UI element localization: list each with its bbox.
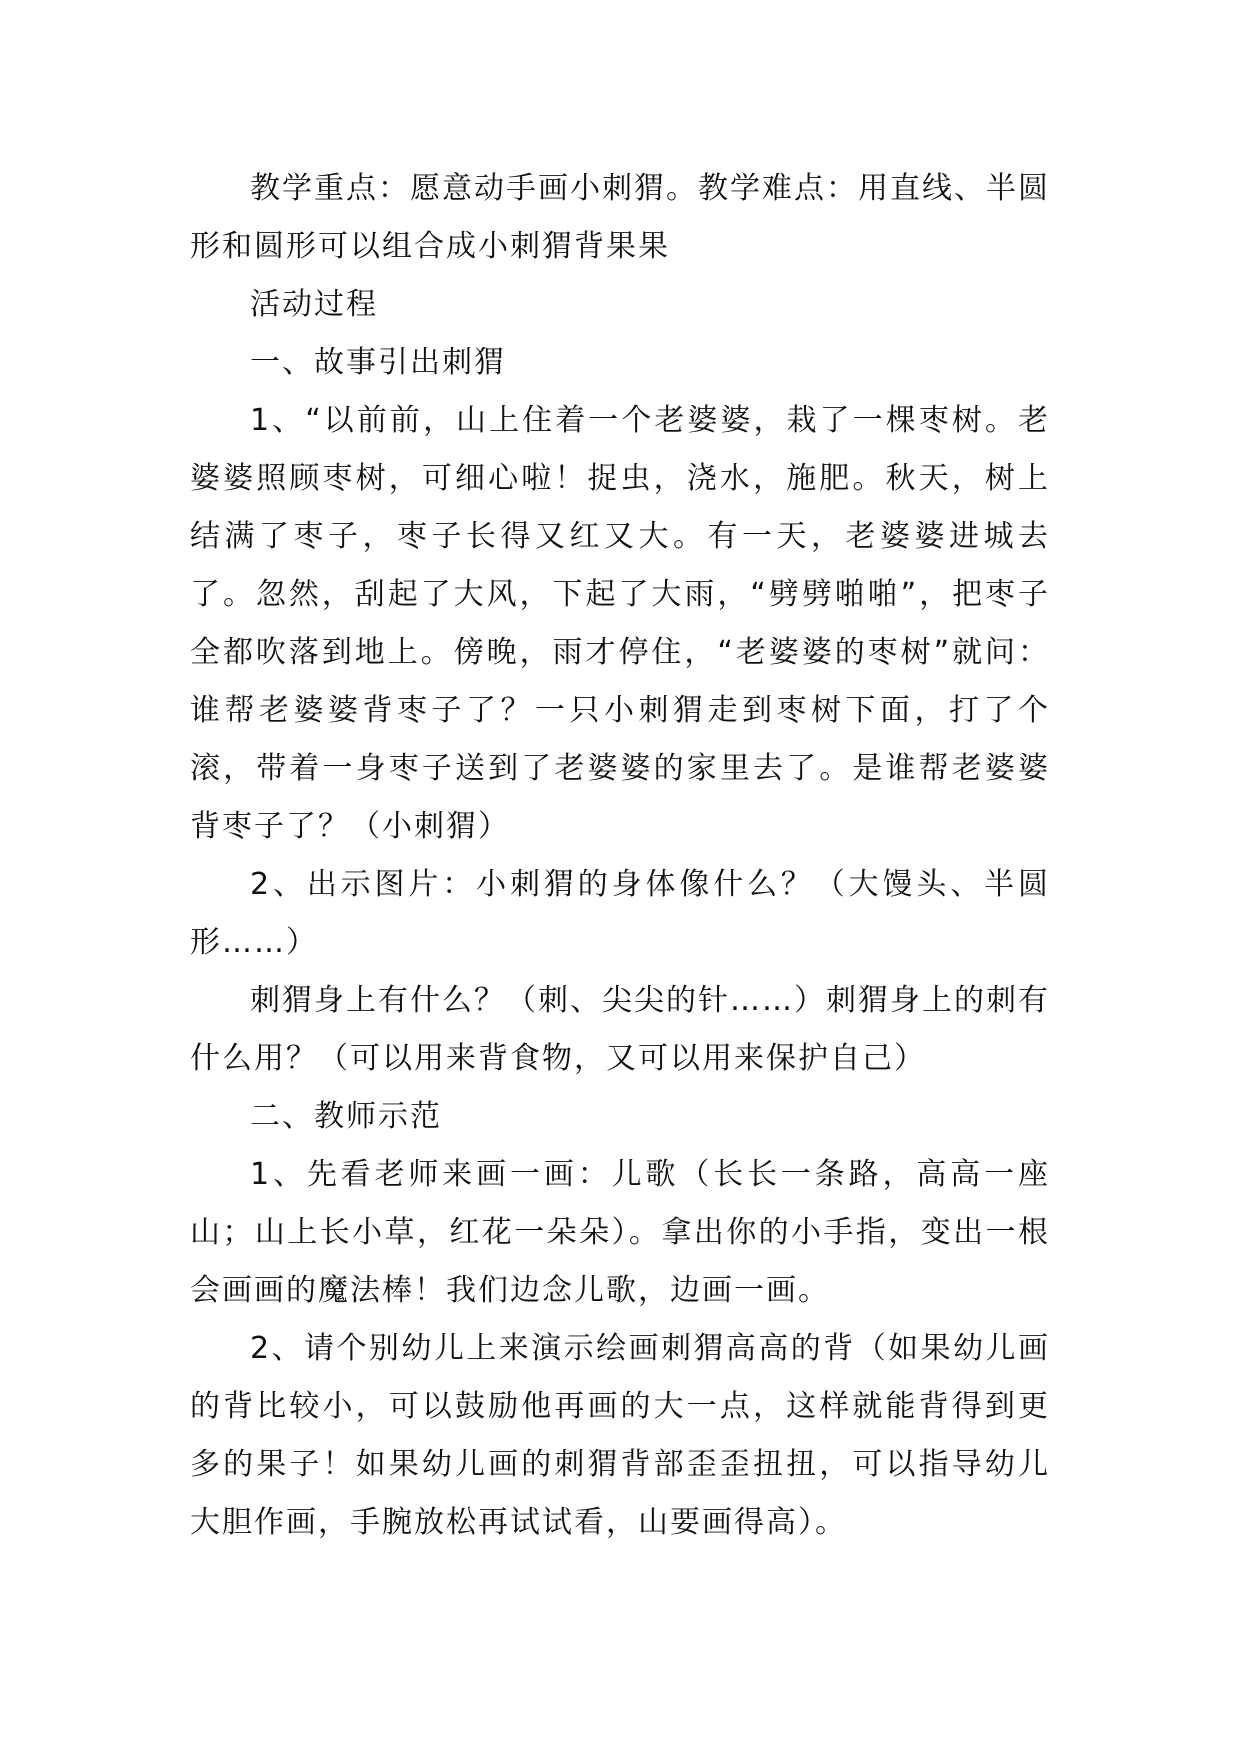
paragraph-story: 1、“以前前，山上住着一个老婆婆，栽了一棵枣树。老婆婆照顾枣树，可细心啦！捉虫，浇水，施肥。秋天，树上结满了枣子，枣子长得又红又大。有一天，老婆婆进城去了。忽然，刮起了大风，下起了大雨，“劈劈啪啪”，把枣子全都吹落到地上。傍晚，雨才停住，“老婆婆的枣树”就问：谁帮老婆婆背枣子了？一只小刺猬走到枣树下面，打了个滚，带着一身枣子送到了老婆婆的家里去了。是谁帮老婆婆背枣子了？（小刺猬） [190, 403, 1050, 844]
paragraph-show-picture: 2、出示图片：小刺猬的身体像什么？（大馒头、半圆形……） [190, 867, 1050, 960]
paragraph-teacher-draws: 1、先看老师来画一画：儿歌（长长一条路，高高一座山；山上长小草，红花一朵朵）。拿出你的小手指，变出一根会画画的魔法棒！我们边念儿歌，边画一画。 [190, 1157, 1050, 1308]
paragraph-child-demo: 2、请个别幼儿上来演示绘画刺猬高高的背（如果幼儿画的背比较小，可以鼓励他再画的大一点，这样就能背得到更多的果子！如果幼儿画的刺猬背部歪歪扭扭，可以指导幼儿大胆作画，手腕放松再试试看，山要画得高）。 [190, 1331, 1050, 1540]
heading-section-1: 一、故事引出刺猬 [250, 345, 506, 380]
document-body [190, 160, 1050, 1552]
paragraph-hedgehog-spines: 刺猬身上有什么？（刺、尖尖的针……）刺猬身上的刺有什么用？（可以用来背食物，又可以用来保护自己） [190, 983, 1050, 1076]
heading-section-2: 二、教师示范 [250, 1099, 442, 1134]
paragraph-teaching-focus: 教学重点：愿意动手画小刺猬。教学难点：用直线、半圆形和圆形可以组合成小刺猬背果果 [190, 171, 1050, 264]
heading-activity-process: 活动过程 [250, 287, 378, 322]
